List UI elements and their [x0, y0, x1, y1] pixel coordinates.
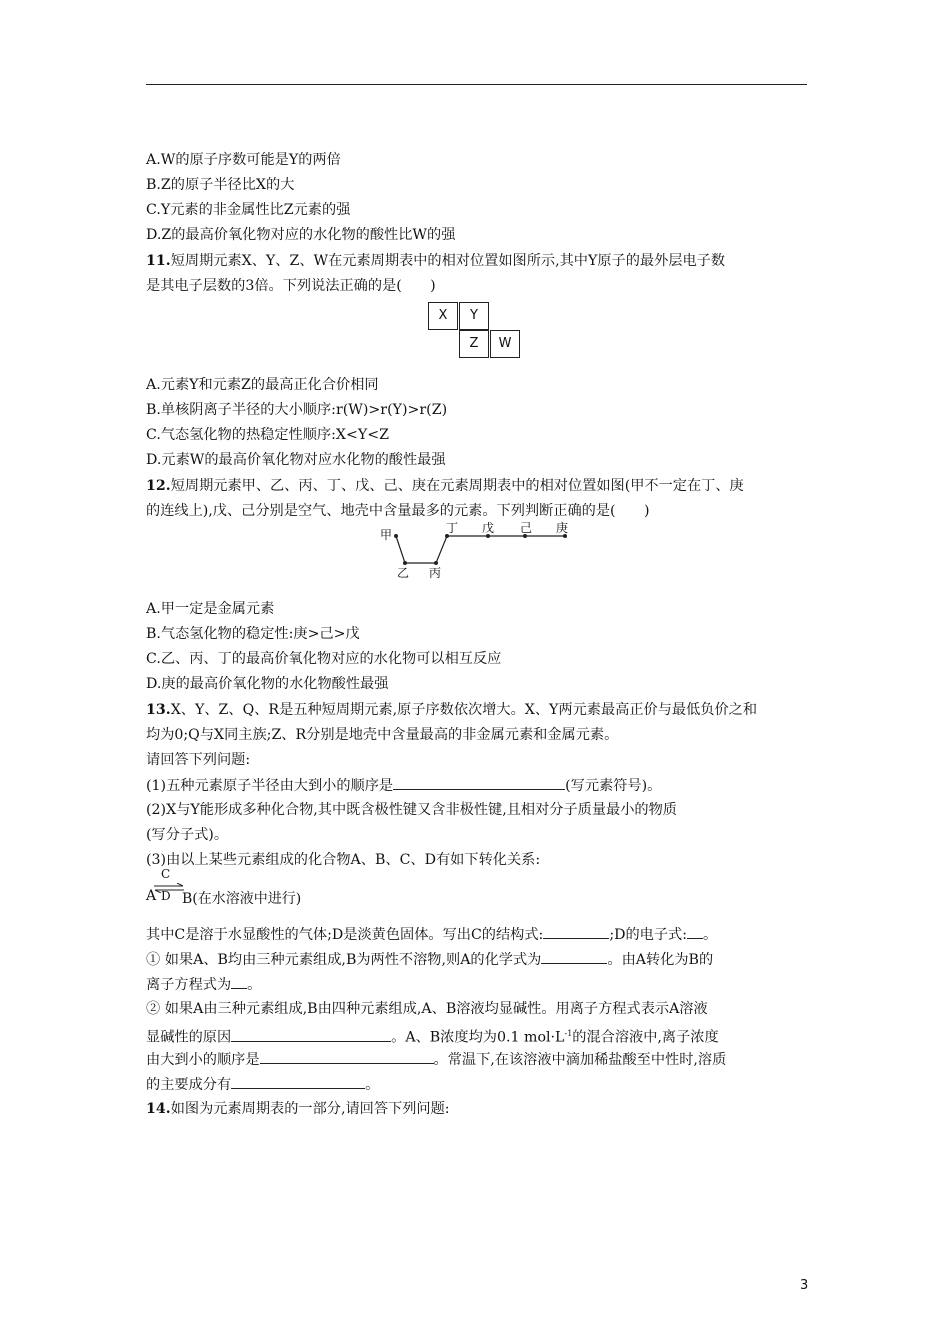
q13-sub1-text2: 离子方程式为: [146, 977, 232, 993]
q13-sub2-line3: [146, 1049, 726, 1070]
q11-option-c: C.气态氢化物的热稳定性顺序:X<Y<Z: [146, 427, 389, 443]
q13-sub2-superscript: -1: [564, 1029, 573, 1038]
q13-conditions-text: 其中C是溶于水显酸性的气体;D是淡黄色固体。写出C的结构式:: [146, 927, 544, 943]
q13-sub1-tail: 。由A转化为B的: [607, 952, 714, 968]
q14-stem: [146, 1099, 450, 1119]
answer-blank-4[interactable]: [541, 949, 607, 964]
q13-part3: (3)由以上某些元素组成的化合物A、B、C、D有如下转化关系:: [146, 852, 541, 868]
answer-blank-2[interactable]: [543, 924, 609, 939]
q10-option-a: A.W的原子序数可能是Y的两倍: [146, 152, 341, 168]
q13-sub2-line1: ② 如果A由三种元素组成,B由四种元素组成,A、B溶液均显碱性。用离子方程式表示A溶液: [146, 1001, 708, 1017]
label-ding: 丁: [446, 521, 459, 535]
q13-part1-tail: (写元素符号)。: [565, 778, 662, 794]
reaction-species-b: B(在水溶液中进行): [182, 891, 302, 907]
q13-sub1-line2: [146, 974, 261, 995]
q10-option-c: C.Y元素的非金属性比Z元素的强: [146, 202, 351, 218]
q13-conditions: [146, 924, 717, 945]
q13-sub2-line2: [146, 1024, 719, 1048]
q14-number: 14.: [146, 1101, 171, 1117]
answer-blank-7[interactable]: [260, 1049, 434, 1064]
q11-option-d: D.元素W的最高价氧化物对应水化物的酸性最强: [146, 452, 446, 468]
q13-sub1-text: ① 如果A、B均由三种元素组成,B为两性不溶物,则A的化学式为: [146, 952, 542, 968]
header-rule: [146, 84, 807, 85]
q13-part2-line2: (写分子式)。: [146, 827, 229, 843]
label-ji: 己: [520, 521, 533, 535]
answer-blank-3[interactable]: [687, 924, 703, 939]
q12-option-b: B.气态氢化物的稳定性:庚>己>戊: [146, 626, 360, 642]
q13-number: 13.: [146, 702, 171, 718]
q13-sub1-line1: [146, 949, 713, 970]
reaction-reagent-c: C: [161, 867, 171, 881]
q13-sub2-tail: 的混合溶液中,离子浓度: [572, 1029, 719, 1046]
label-wu: 戊: [482, 521, 495, 535]
grid-cell-x: X: [428, 302, 458, 330]
q12-stem-text1: 短周期元素甲、乙、丙、丁、戊、己、庚在元素周期表中的相对位置如图(甲不一定在丁、庚: [170, 478, 744, 494]
q12-number: 12.: [146, 478, 171, 494]
q12-option-c: C.乙、丙、丁的最高价氧化物对应的水化物可以相互反应: [146, 651, 502, 667]
grid-cell-z: Z: [459, 330, 489, 358]
q13-part1-text: (1)五种元素原子半径由大到小的顺序是: [146, 778, 394, 794]
q13-sub2-text: 显碱性的原因: [146, 1029, 232, 1046]
answer-blank-5[interactable]: [231, 974, 247, 989]
reaction-species-a: A: [146, 888, 157, 904]
q13-sub2-mid: 。A、B浓度均为0.1 mol·L: [391, 1029, 565, 1046]
reaction-scheme: [146, 868, 346, 908]
q13-conditions-mid: ;D的电子式:: [609, 927, 688, 943]
q12-stem-line2: 的连线上),戊、己分别是空气、地壳中含量最多的元素。下列判断正确的是( ): [146, 503, 650, 519]
q13-part1: [146, 775, 661, 796]
label-bing: 丙: [429, 566, 442, 580]
q13-sub2-end: 。: [365, 1077, 380, 1093]
answer-blank-1[interactable]: [393, 775, 565, 790]
label-geng: 庚: [556, 521, 569, 535]
q13-sub2-text3: 由大到小的顺序是: [146, 1052, 260, 1068]
label-yi: 乙: [397, 566, 410, 580]
q13-stem-text1: X、Y、Z、Q、R是五种短周期元素,原子序数依次增大。X、Y两元素最高正价与最低负价之和: [170, 702, 758, 718]
q13-sub2-text4: 的主要成分有: [146, 1077, 232, 1093]
q11-stem-line2: 是其电子层数的3倍。下列说法正确的是( ): [146, 278, 436, 294]
q13-sub1-end: 。: [247, 977, 262, 993]
q12-stem-line1: [146, 476, 744, 496]
q13-stem-line2: 均为0;Q与X同主族;Z、R分别是地壳中含量最高的非金属元素和金属元素。: [146, 727, 619, 743]
q11-option-a: A.元素Y和元素Z的最高正化合价相同: [146, 377, 379, 393]
q10-option-b: B.Z的原子半径比X的大: [146, 177, 295, 193]
q13-sub2-line4: [146, 1074, 379, 1095]
q11-stem-text1: 短周期元素X、Y、Z、W在元素周期表中的相对位置如图所示,其中Y原子的最外层电子数: [170, 253, 726, 269]
q11-stem-line1: [146, 251, 725, 271]
answer-blank-8[interactable]: [231, 1074, 365, 1089]
grid-cell-y: Y: [459, 302, 489, 330]
label-jia: 甲: [380, 528, 393, 542]
page-number: 3: [800, 1278, 809, 1293]
q13-prompt: 请回答下列问题:: [146, 752, 251, 768]
q13-part2-line1: (2)X与Y能形成多种化合物,其中既含极性键又含非极性键,且相对分子质量最小的物质: [146, 802, 677, 818]
q12-option-a: A.甲一定是金属元素: [146, 601, 275, 617]
answer-blank-6[interactable]: [231, 1027, 391, 1042]
q13-sub2-tail3: 。常温下,在该溶液中滴加稀盐酸至中性时,溶质: [433, 1052, 727, 1068]
q11-option-b: B.单核阴离子半径的大小顺序:r(W)>r(Y)>r(Z): [146, 402, 448, 418]
q10-option-d: D.Z的最高价氧化物对应的水化物的酸性比W的强: [146, 227, 456, 243]
q12-option-d: D.庚的最高价氧化物的水化物酸性最强: [146, 676, 389, 692]
reaction-reagent-d: D: [161, 889, 171, 903]
q14-stem-text: 如图为元素周期表的一部分,请回答下列问题:: [170, 1101, 450, 1117]
grid-cell-w: W: [490, 330, 520, 358]
q13-stem-line1: [146, 700, 757, 720]
q13-conditions-end: 。: [703, 927, 718, 943]
q11-number: 11.: [146, 253, 171, 269]
